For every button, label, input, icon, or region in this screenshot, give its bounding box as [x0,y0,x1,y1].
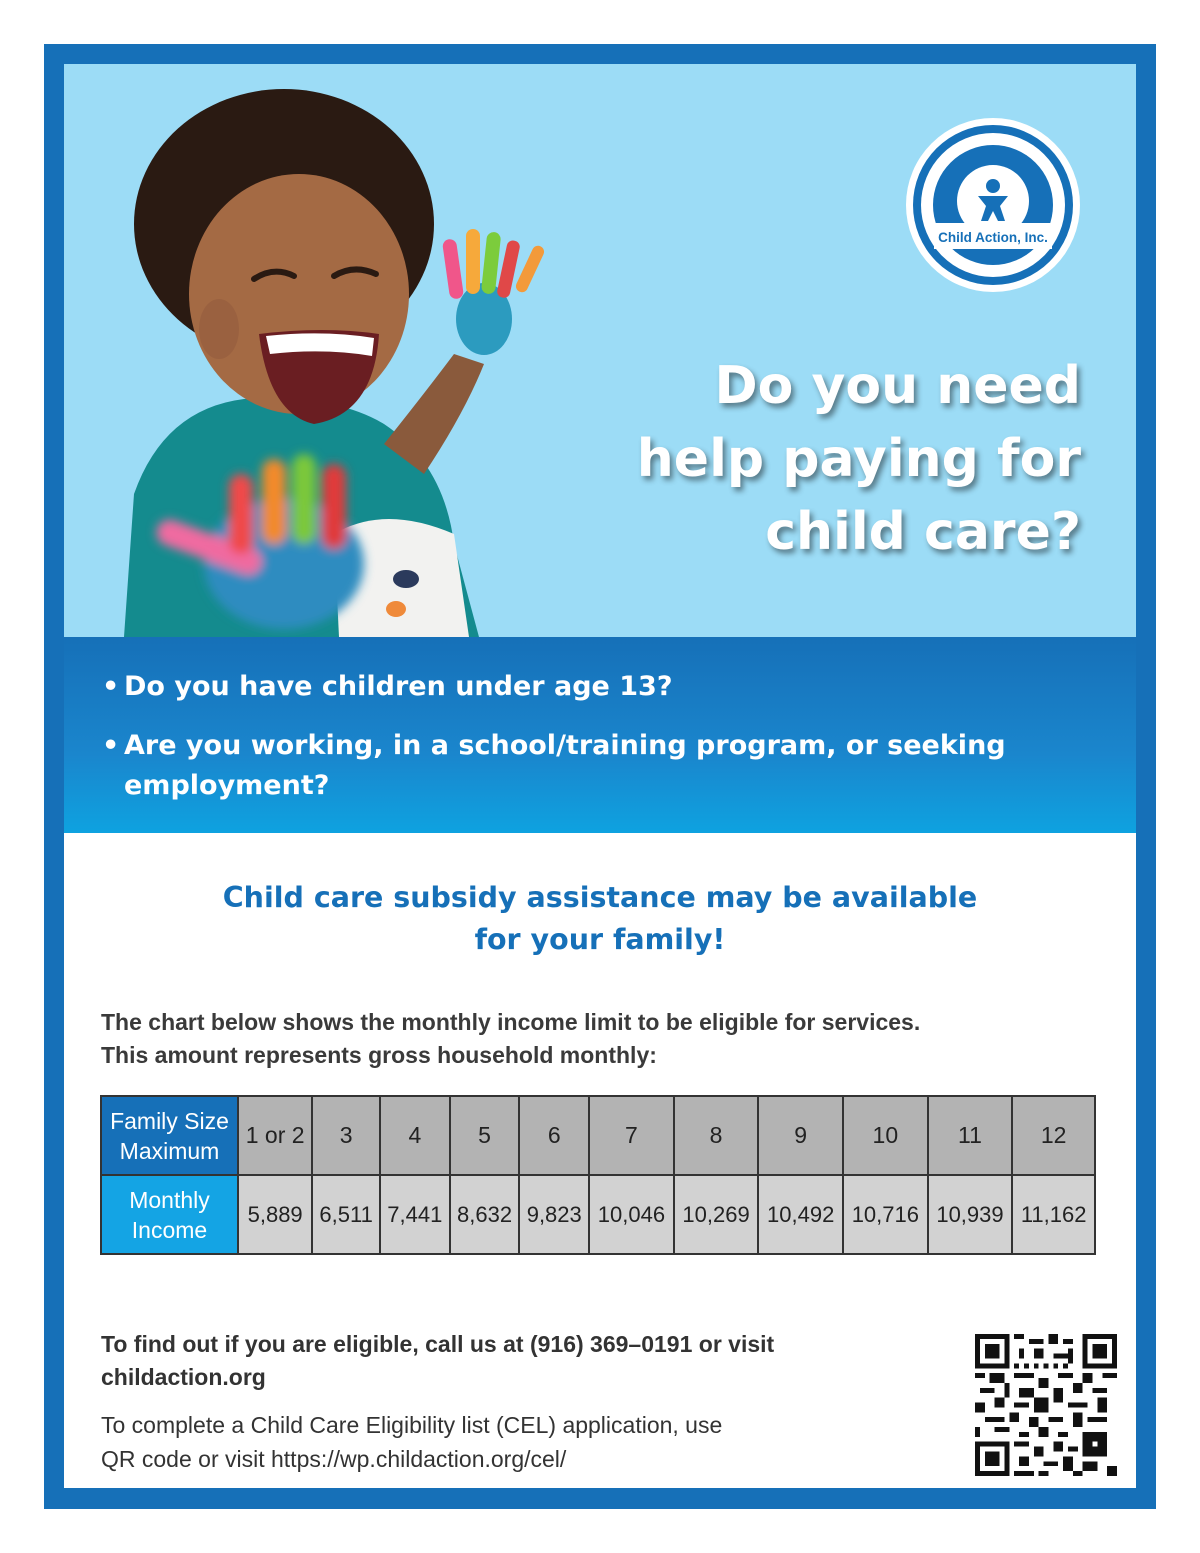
family-size-cell: 11 [928,1096,1013,1175]
cel-line: To complete a Child Care Eligibility list (CEL) application, use [101,1412,723,1438]
header-line: Family Size [110,1107,229,1134]
cel-instructions [101,1408,961,1476]
contact-link[interactable]: childaction.org [101,1364,266,1390]
headline-line: child care? [765,502,1081,562]
family-size-cell: 1 or 2 [238,1096,312,1175]
subheading-line: Child care subsidy assistance may be available [222,881,978,914]
family-size-cell: 4 [380,1096,450,1175]
income-cell: 7,441 [380,1175,450,1254]
child-photo [84,64,554,637]
flyer [64,64,1136,1488]
logo-text: Child Action, Inc. [938,230,1048,245]
income-cell: 10,046 [589,1175,674,1254]
income-cell: 6,511 [312,1175,380,1254]
intro-text [101,1006,1111,1072]
contact-line: To find out if you are eligible, call us at (916) 369–0191 or visit [101,1331,775,1357]
question-band [64,637,1136,833]
income-cell: 10,939 [928,1175,1013,1254]
header-line: Income [131,1216,208,1243]
qr-code[interactable] [974,1334,1118,1476]
subheading [64,877,1136,961]
bullet-text: Do you have children under age 13? [124,671,673,702]
income-cell: 5,889 [238,1175,312,1254]
header-line: Monthly [129,1186,210,1213]
income-cell: 11,162 [1012,1175,1095,1254]
bullet-text: Are you working, in a school/training program, or seeking employment? [124,730,1006,801]
intro-line: The chart below shows the monthly income limit to be eligible for services. [101,1009,921,1035]
family-size-cell: 7 [589,1096,674,1175]
bullet-item [102,667,673,707]
contact-text [101,1328,961,1394]
table-row [101,1175,1095,1254]
family-size-cell: 3 [312,1096,380,1175]
table-row [101,1096,1095,1175]
bullet-item [102,726,1062,806]
family-size-cell: 10 [843,1096,928,1175]
subheading-line: for your family! [474,923,726,956]
intro-line: This amount represents gross household monthly: [101,1042,657,1068]
family-size-cell: 6 [519,1096,589,1175]
monthly-income-header [101,1175,238,1254]
cel-line[interactable]: QR code or visit https://wp.childaction.org/cel/ [101,1446,567,1472]
income-cell: 10,492 [758,1175,843,1254]
income-cell: 8,632 [450,1175,520,1254]
family-size-header [101,1096,238,1175]
bullet-dot: • [102,671,120,702]
income-cell: 9,823 [519,1175,589,1254]
headline-line: Do you need [714,356,1081,416]
family-size-cell: 8 [674,1096,759,1175]
headline-line: help paying for [636,429,1081,489]
family-size-cell: 12 [1012,1096,1095,1175]
hero-section [64,64,1136,637]
income-cell: 10,716 [843,1175,928,1254]
family-size-cell: 5 [450,1096,520,1175]
bullet-dot: • [102,730,120,761]
page-frame [44,44,1156,1509]
family-size-cell: 9 [758,1096,843,1175]
header-line: Maximum [119,1137,220,1164]
headline [521,350,1081,569]
income-table [100,1095,1096,1255]
income-cell: 10,269 [674,1175,759,1254]
child-action-logo [904,116,1082,294]
